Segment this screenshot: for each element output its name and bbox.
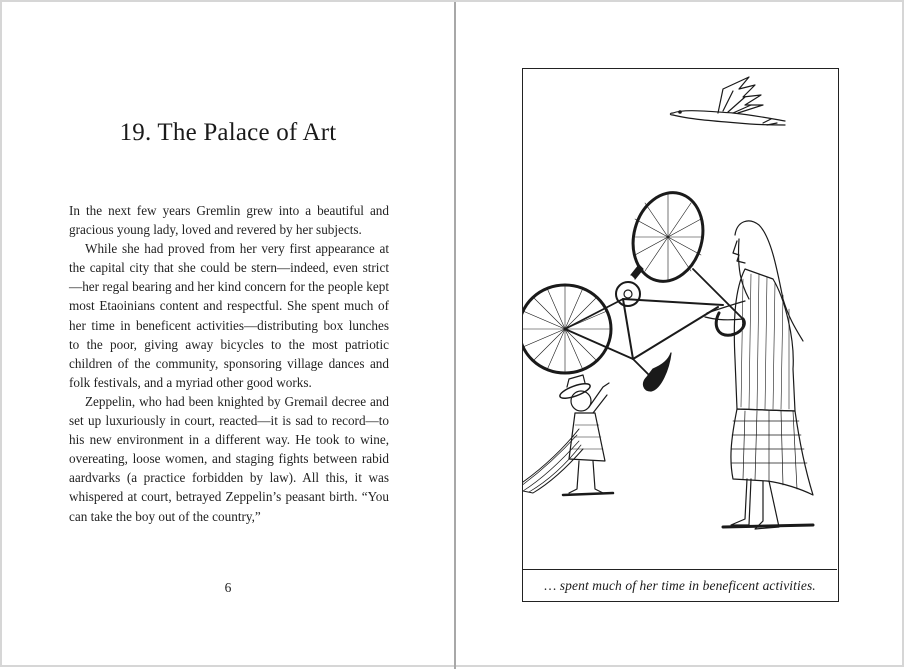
right-page (456, 2, 904, 669)
winged-serpent-icon (670, 77, 785, 125)
paragraph-3: Zeppelin, who had been knighted by Gremail decree and set up luxuriously in court, reacted—it is sad to record—to his new environment in a different way. He took to wine, overeating, loose women, and staging fights between rabid aardvarks (a practice forbidden by law). All this, it was whispered at court, betrayed Zeppelin’s peasant birth. “You can take the boy out of the country,” (69, 393, 389, 524)
paragraph-2: While she had proved from her very first appearance at the capital city that she could be stern—indeed, even strict—her regal bearing and her kind concern for the people kept most Etaoinians content and respectful. She spent much of her time in beneficent activities—distributing box lunches to the poor, giving away bicycles to the most patriotic children of the community, sponsoring village dances and folk festivals, and a myriad other good works. (69, 241, 389, 390)
chapter-title: 19. The Palace of Art (119, 119, 337, 146)
body-text (69, 201, 389, 526)
page-number: 6 (224, 580, 232, 595)
caption-box (523, 569, 837, 601)
illustration (523, 69, 837, 567)
tall-woman-icon (705, 221, 813, 529)
small-boy-icon (523, 375, 613, 495)
paragraph-1: In the next few years Gremlin grew into a beautiful and gracious young lady, loved and revered by her subjects. (69, 203, 389, 238)
bicycle-icon (523, 185, 744, 391)
illustration-frame (522, 68, 839, 602)
illustration-caption: … spent much of her time in beneficent activities. (544, 577, 816, 593)
left-page (2, 2, 454, 669)
